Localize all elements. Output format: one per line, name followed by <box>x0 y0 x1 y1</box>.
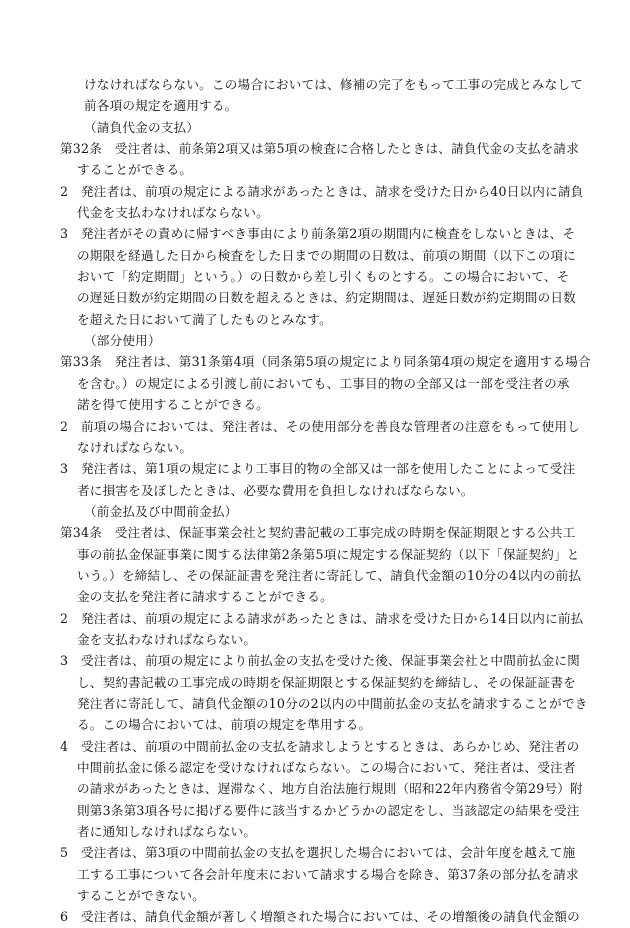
paragraph-start-line: 4 受注者は、前項の中間前払金の支払を請求しようとするときは、あらかじめ、発注者の <box>60 738 580 754</box>
text-line: 則第3条第3項各号に掲げる要件に該当するかどうかの認定をし、当該認定の結果を受注 <box>77 802 580 818</box>
paragraph-start-line: 2 発注者は、前項の規定による請求があったときは、請求を受けた日から40日以内に請負 <box>60 183 584 199</box>
paragraph-start-line: 3 発注者は、第1項の規定により工事目的物の全部又は一部を使用したことによって受注 <box>60 461 576 477</box>
paragraph-start-line: 6 受注者は、請負代金額が著しく増額された場合においては、その増額後の請負代金額の <box>60 909 580 925</box>
text-line: することができる。 <box>77 162 193 178</box>
paragraph-start-line: 3 発注者がその責めに帰すべき事由により前条第2項の期間内に検査をしないときは、そ <box>60 226 576 242</box>
text-line: 事の前払金保証事業に関する法律第2条第5項に規定する保証契約（以下「保証契約」と <box>77 546 580 562</box>
text-line: の期限を経過した日から検査をした日までの期間の日数は、前項の期間（以下この項に <box>77 247 576 263</box>
text-line: る。この場合においては、前項の規定を準用する。 <box>77 717 372 733</box>
text-line: 金の支払を発注者に請求することができる。 <box>77 589 333 605</box>
article-caption: （部分使用） <box>84 333 161 349</box>
text-line: 金を支払わなければならない。 <box>77 631 257 647</box>
text-line: することができない。 <box>77 888 205 904</box>
text-line: なければならない。 <box>77 439 193 455</box>
text-line: の請求があったときは、遅滞なく、地方自治法施行規則（昭和22年内務省令第29号）附 <box>77 781 583 797</box>
text-line: いう。）を締結し、その保証証書を発注者に寄託して、請負代金額の10分の4以内の前払 <box>77 567 582 583</box>
text-line: 諾を得て使用することができる。 <box>77 397 269 413</box>
text-line: おいて「約定期間」という。）の日数から差し引くものとする。この場合において、そ <box>77 269 570 285</box>
text-line: 工する工事について各会計年度末において請求する場合を除き、第37条の部分払を請求 <box>77 866 579 882</box>
article-heading-line: 第32条 受注者は、前条第2項又は第5項の検査に合格したときは、請負代金の支払を請求 <box>60 141 580 157</box>
text-line: けなければならない。この場合においては、修補の完了をもって工事の完成とみなして <box>84 77 583 92</box>
text-line: を含む。）の規定による引渡し前においても、工事目的物の全部又は一部を受注者の承 <box>77 375 570 391</box>
article-caption: （前金払及び中間前金払） <box>84 503 238 519</box>
text-line: 代金を支払わなければならない。 <box>77 205 269 221</box>
text-line: 前各項の規定を適用する。 <box>84 98 238 114</box>
article-caption: （請負代金の支払） <box>84 119 200 135</box>
paragraph-start-line: 2 前項の場合においては、発注者は、その使用部分を善良な管理者の注意をもって使用し <box>60 418 580 434</box>
article-heading-line: 第34条 受注者は、保証事業会社と契約書記載の工事完成の時期を保証期限とする公共工 <box>60 525 576 541</box>
text-line: 発注者に寄託して、請負代金額の10分の2以内の中間前払金の支払を請求することができ <box>77 695 588 711</box>
text-line: 者に通知しなければならない。 <box>77 824 257 840</box>
text-line: を超えた日において満了したものとみなす。 <box>77 311 332 327</box>
text-line: 中間前払金に係る認定を受けなければならない。この場合において、発注者は、受注者 <box>77 760 576 775</box>
paragraph-start-line: 3 受注者は、前項の規定により前払金の支払を受けた後、保証事業会社と中間前払金に関 <box>60 653 580 669</box>
text-line: の遅延日数が約定期間の日数を超えるときは、約定期間は、遅延日数が約定期間の日数 <box>77 290 576 306</box>
text-line: 者に損害を及ぼしたときは、必要な費用を負担しなければならない。 <box>77 482 474 498</box>
text-line: し、契約書記載の工事完成の時期を保証期限とする保証契約を締結し、その保証証書を <box>77 674 576 690</box>
paragraph-start-line: 2 発注者は、前項の規定による請求があったときは、請求を受けた日から14日以内に前払 <box>60 610 584 626</box>
article-heading-line: 第33条 発注者は、第31条第4項（同条第5項の規定により同条第4項の規定を適用する場合 <box>60 354 591 370</box>
paragraph-start-line: 5 受注者は、第3項の中間前払金の支払を選択した場合においては、会計年度を越えて施 <box>60 845 576 861</box>
